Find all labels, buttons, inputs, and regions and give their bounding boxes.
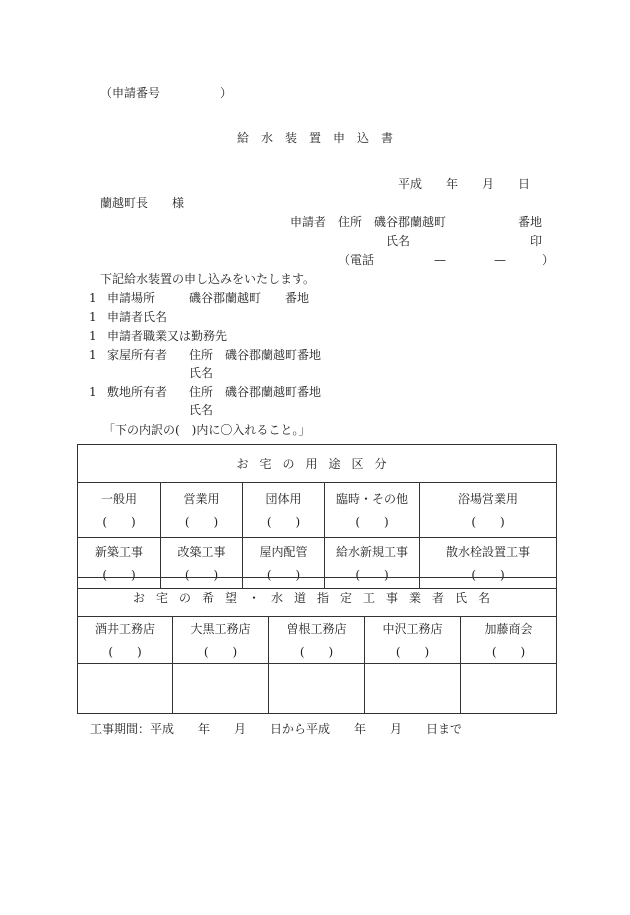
item-label-occupation: 申請者職業又は勤務先 [107, 329, 228, 343]
item-label-location: 申請場所 [107, 291, 156, 305]
construction-period: 工事期間：平成 年 月 日から平成 年 月 日まで [90, 722, 463, 736]
item-label-land-owner: 敷地所有者 [107, 385, 168, 399]
applicant-phone: （電話 — — ） [338, 253, 555, 267]
usage-option-new-construction[interactable]: 新築工事 ( ) [78, 538, 161, 589]
document-title: 給水装置申込書 [237, 131, 406, 145]
usage-table-header: お宅の用途区分 [78, 445, 557, 483]
contractor-blank-cell[interactable] [269, 664, 365, 714]
item-label-house-owner: 家屋所有者 [107, 348, 168, 362]
usage-option-group[interactable]: 団体用 ( ) [243, 483, 325, 538]
instruction-text: 「下の内訳の( )内に〇入れること。」 [103, 423, 311, 437]
addressee: 蘭越町長 様 [100, 196, 185, 210]
table-row [78, 617, 557, 664]
usage-option-new-water-supply[interactable]: 給水新規工事 ( ) [325, 538, 420, 589]
usage-option-bathhouse[interactable]: 浴場営業用 ( ) [420, 483, 557, 538]
usage-option-business[interactable]: 営業用 ( ) [161, 483, 243, 538]
contractor-daikoku[interactable]: 大黒工務店 ( ) [173, 617, 269, 664]
item-mark: 1 [89, 310, 97, 324]
usage-option-temporary-other[interactable]: 臨時・その他 ( ) [325, 483, 420, 538]
usage-option-general[interactable]: 一般用 ( ) [78, 483, 161, 538]
contractor-blank-cell[interactable] [173, 664, 269, 714]
item-mark: 1 [89, 291, 97, 305]
item-value-land-owner-address: 住所 磯谷郡蘭越町番地 [189, 385, 322, 399]
contractor-kato[interactable]: 加藤商会 ( ) [461, 617, 557, 664]
item-mark: 1 [89, 348, 97, 362]
item-value-house-owner-address: 住所 磯谷郡蘭越町番地 [189, 348, 322, 362]
applicant-address: 申請者 住所 磯谷郡蘭越町 番地 [290, 215, 543, 229]
contractor-nakazawa[interactable]: 中沢工務店 ( ) [365, 617, 461, 664]
contractor-table-header: お宅の希望・水道指定工事業者氏名 [78, 578, 557, 617]
contractor-table [77, 577, 557, 714]
item-label-applicant-name: 申請者氏名 [107, 310, 168, 324]
contractor-sone[interactable]: 曽根工務店 ( ) [269, 617, 365, 664]
item-value-house-owner-name: 氏名 [189, 366, 214, 380]
table-row [78, 664, 557, 714]
intro-text: 下記給水装置の申し込みをいたします。 [100, 272, 316, 286]
table-row [78, 483, 557, 538]
usage-option-renovation[interactable]: 改築工事 ( ) [161, 538, 243, 589]
item-mark: 1 [89, 385, 97, 399]
contractor-blank-cell[interactable] [365, 664, 461, 714]
item-value-location: 磯谷郡蘭越町 番地 [189, 291, 310, 305]
contractor-sakai[interactable]: 酒井工務店 ( ) [78, 617, 173, 664]
item-value-land-owner-name: 氏名 [189, 403, 214, 417]
applicant-name: 氏名 印 [386, 234, 543, 248]
contractor-blank-cell[interactable] [78, 664, 173, 714]
contractor-blank-cell[interactable] [461, 664, 557, 714]
item-mark: 1 [89, 329, 97, 343]
usage-table [77, 444, 557, 589]
usage-option-indoor-piping[interactable]: 屋内配管 ( ) [243, 538, 325, 589]
application-number: （申請番号 ） [100, 86, 233, 100]
usage-option-sprinkler[interactable]: 散水栓設置工事 ( ) [420, 538, 557, 589]
date-line: 平成 年 月 日 [398, 177, 531, 191]
